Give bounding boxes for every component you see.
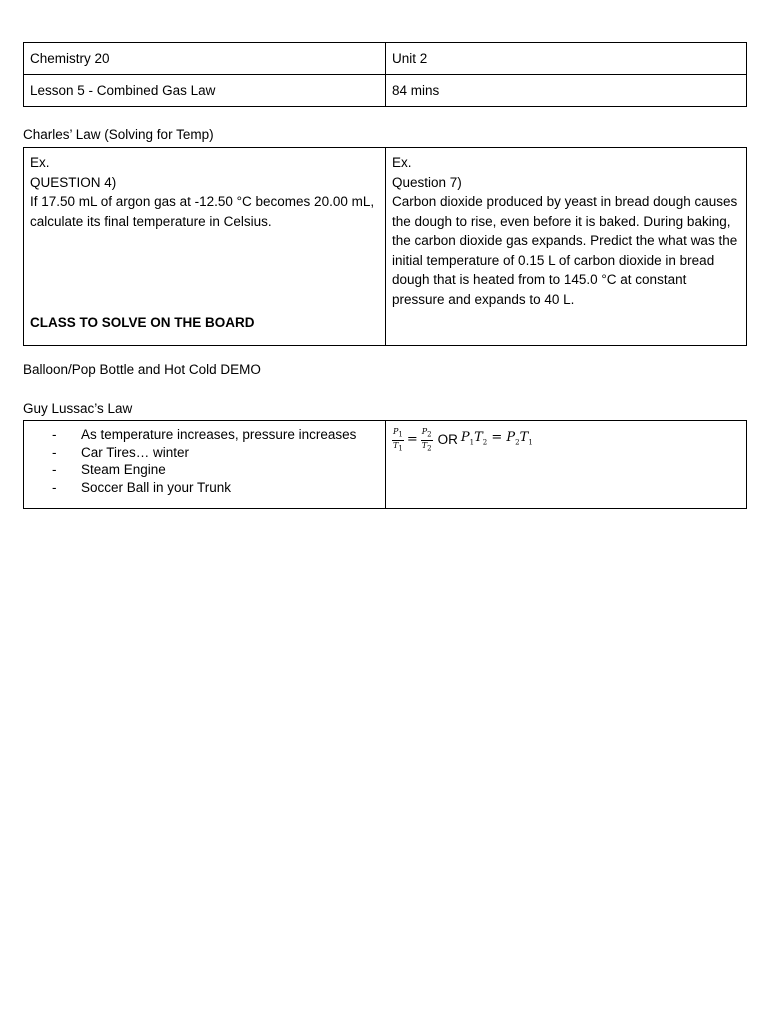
example-left-label: QUESTION 4) bbox=[30, 174, 117, 190]
lesson-header-table bbox=[23, 42, 747, 107]
example-left-cell bbox=[24, 148, 386, 346]
lesson-title-cell: Lesson 5 - Combined Gas Law bbox=[24, 75, 386, 107]
class-solve-note: CLASS TO SOLVE ON THE BOARD bbox=[30, 314, 255, 330]
table-row bbox=[24, 43, 747, 75]
or-text: OR bbox=[437, 432, 458, 448]
example-left-text: If 17.50 mL of argon gas at -12.50 °C becomes 20.00 mL, calculate its final temperature in Celsius. bbox=[30, 194, 375, 229]
fraction-p2-t2: $\frac{P_2}{T_2}$ bbox=[421, 427, 432, 453]
list-item: - As temperature increases, pressure increases bbox=[52, 426, 379, 444]
unit-cell: Unit 2 bbox=[386, 43, 747, 75]
list-item: - Steam Engine bbox=[52, 461, 379, 479]
example-right-label: Question 7) bbox=[392, 174, 462, 190]
gay-lussac-formula bbox=[392, 427, 740, 453]
table-row bbox=[24, 75, 747, 107]
example-right-cell bbox=[386, 148, 747, 346]
table-row bbox=[24, 148, 747, 346]
duration-cell: 84 mins bbox=[386, 75, 747, 107]
fraction-p1-t1: $\frac{P_1}{T_1}$ bbox=[393, 427, 403, 453]
examples-cell bbox=[24, 421, 386, 509]
charles-law-heading: Charles’ Law (Solving for Temp) bbox=[23, 127, 214, 142]
gay-lussac-table bbox=[23, 420, 747, 509]
examples-list bbox=[30, 426, 379, 496]
charles-law-examples-table bbox=[23, 147, 747, 346]
formula-cell bbox=[386, 421, 747, 509]
list-item: - Car Tires… winter bbox=[52, 444, 379, 462]
table-row bbox=[24, 421, 747, 509]
example-left-ex: Ex. bbox=[30, 155, 50, 170]
course-cell: Chemistry 20 bbox=[24, 43, 386, 75]
equals-sign: = bbox=[406, 432, 418, 448]
demo-line: Balloon/Pop Bottle and Hot Cold DEMO bbox=[23, 362, 261, 377]
cross-multiplied-formula: $P_1T_2 = P_2T_1$ bbox=[460, 429, 533, 447]
example-right-ex: Ex. bbox=[392, 155, 412, 170]
gay-lussac-heading: Guy Lussac’s Law bbox=[23, 401, 133, 416]
list-item: - Soccer Ball in your Trunk bbox=[52, 479, 379, 497]
example-right-text: Carbon dioxide produced by yeast in bread dough causes the dough to rise, even before it is baked. During baking, the carbon dioxide gas expands. Predict the what was the initial temperature of 0.15 L of carbon dioxide in bread dough that is heated from to 145.0 °C at constant pressure and expands to 40 L. bbox=[392, 194, 738, 307]
